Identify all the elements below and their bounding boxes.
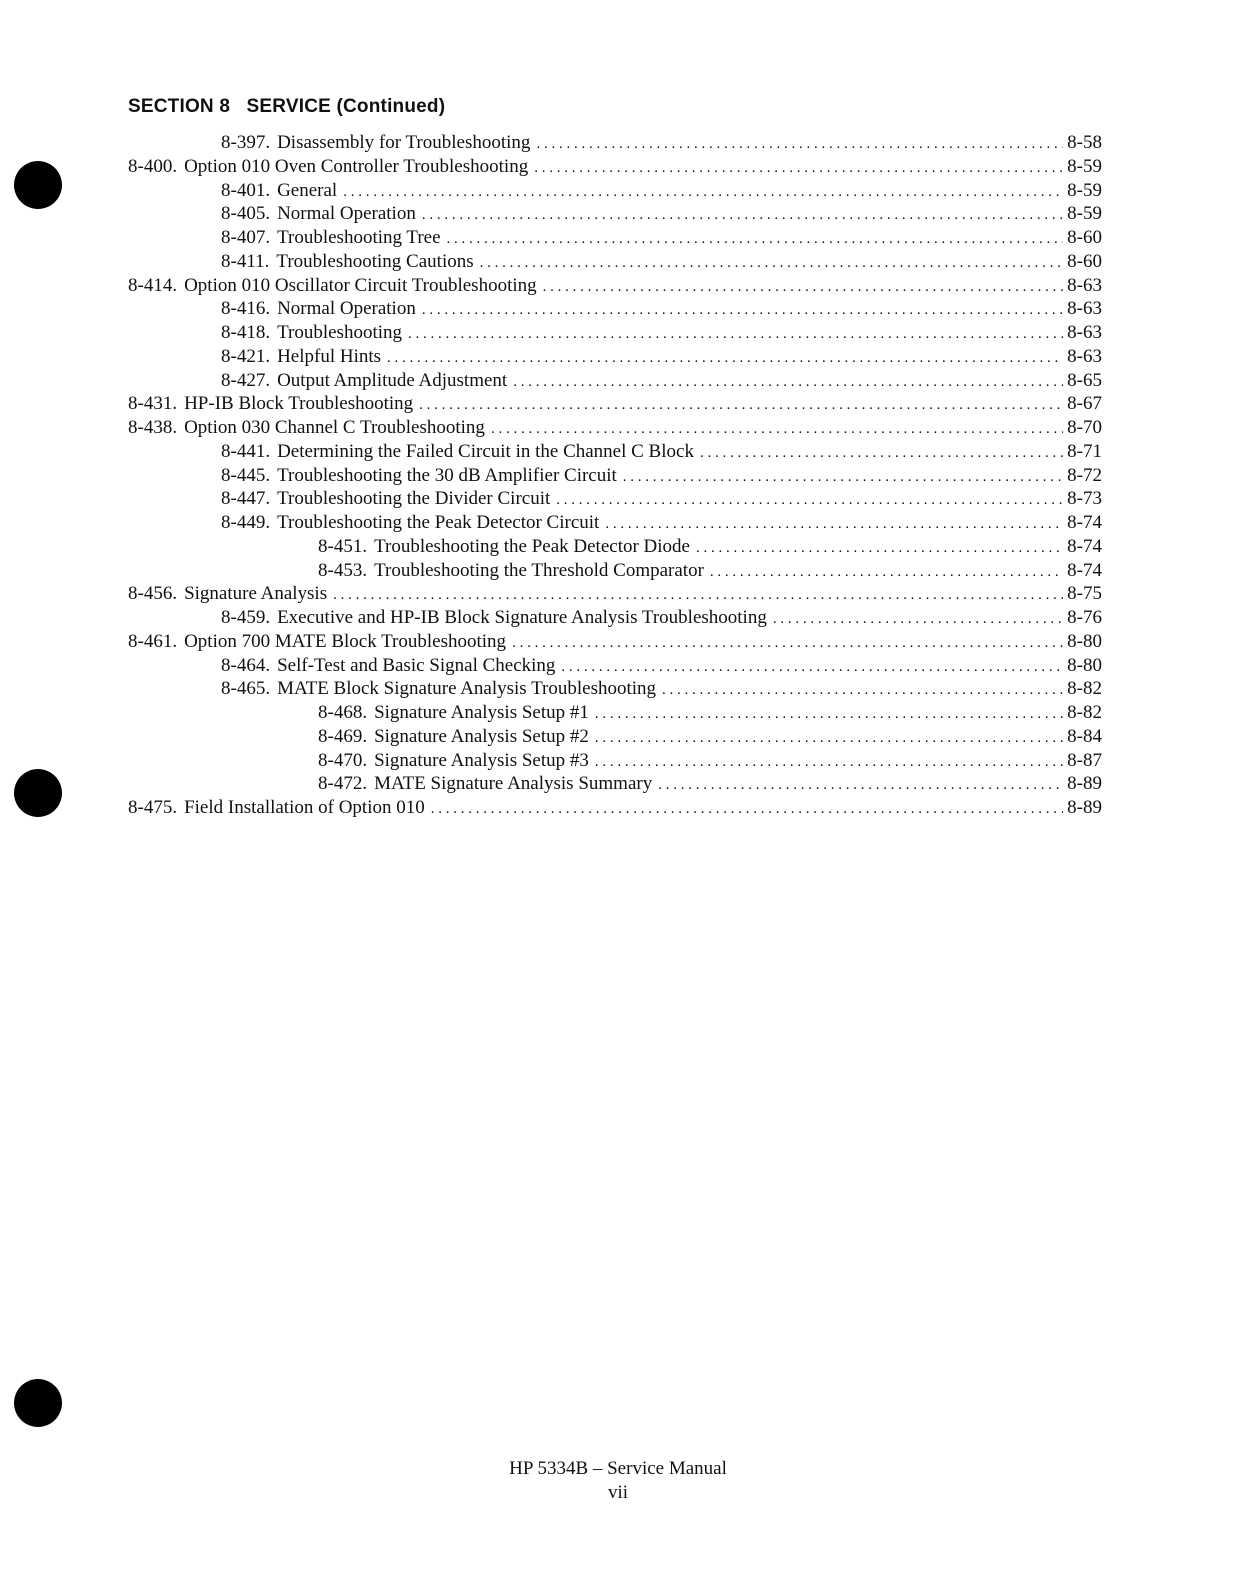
toc-entry-number: 8-468. bbox=[318, 702, 368, 723]
dot-leader bbox=[491, 421, 1063, 438]
toc-entry-page: 8-65 bbox=[1067, 369, 1102, 391]
toc-entry[interactable] bbox=[0, 132, 1236, 156]
toc-entry[interactable] bbox=[0, 773, 1236, 797]
dot-leader bbox=[431, 801, 1063, 818]
toc-entry[interactable] bbox=[0, 251, 1236, 275]
dot-leader bbox=[419, 397, 1063, 414]
toc-entry[interactable] bbox=[0, 180, 1236, 204]
toc-entry-title: Option 010 Oscillator Circuit Troubleshooting bbox=[184, 274, 537, 296]
toc-entry-title: Disassembly for Troubleshooting bbox=[277, 132, 531, 153]
toc-entry-number: 8-469. bbox=[318, 725, 368, 747]
toc-entry-number: 8-459. bbox=[221, 607, 271, 628]
toc-entry-page: 8-87 bbox=[1067, 749, 1102, 771]
toc-entry-page: 8-74 bbox=[1067, 535, 1102, 557]
toc-entry-page: 8-63 bbox=[1067, 322, 1102, 343]
toc-entry-number: 8-461. bbox=[128, 630, 178, 652]
toc-entry-title: MATE Signature Analysis Summary bbox=[374, 773, 653, 795]
toc-entry[interactable] bbox=[0, 631, 1236, 655]
toc-entry[interactable] bbox=[0, 702, 1236, 726]
toc-entry-number: 8-397. bbox=[221, 132, 271, 153]
dot-leader bbox=[658, 777, 1063, 794]
toc-entry-number: 8-470. bbox=[318, 749, 368, 771]
toc-entry-title: Output Amplitude Adjustment bbox=[277, 369, 508, 391]
toc-entry-number: 8-445. bbox=[221, 464, 271, 486]
toc-entry-title: Troubleshooting the Peak Detector Diode bbox=[374, 535, 690, 557]
toc-entry-title: Helpful Hints bbox=[277, 345, 382, 367]
dot-leader bbox=[512, 635, 1063, 652]
toc-entry-page: 8-58 bbox=[1067, 132, 1102, 153]
toc-entry[interactable] bbox=[0, 370, 1236, 394]
toc-entry[interactable] bbox=[0, 203, 1236, 227]
dot-leader bbox=[513, 374, 1063, 391]
toc-entry[interactable] bbox=[0, 726, 1236, 750]
dot-leader bbox=[422, 207, 1063, 224]
toc-entry-page: 8-89 bbox=[1067, 773, 1102, 795]
dot-leader bbox=[387, 350, 1063, 367]
dot-leader bbox=[662, 682, 1063, 699]
dot-leader bbox=[700, 445, 1063, 462]
toc-entry[interactable] bbox=[0, 797, 1236, 821]
toc-entry-page: 8-59 bbox=[1067, 203, 1102, 225]
toc-entry-page: 8-59 bbox=[1067, 155, 1102, 177]
toc-entry-number: 8-421. bbox=[221, 345, 271, 367]
table-of-contents bbox=[0, 132, 1236, 821]
footer-title-text: HP 5334B – Service Manual bbox=[509, 1458, 727, 1479]
toc-entry[interactable] bbox=[0, 655, 1236, 679]
toc-entry-page: 8-80 bbox=[1067, 630, 1102, 652]
toc-entry[interactable] bbox=[0, 560, 1236, 584]
toc-entry-number: 8-405. bbox=[221, 203, 271, 225]
dot-leader bbox=[536, 136, 1063, 153]
toc-entry-number: 8-407. bbox=[221, 227, 271, 248]
punch-hole-bottom bbox=[14, 1379, 62, 1427]
toc-entry-title: Self-Test and Basic Signal Checking bbox=[277, 654, 556, 676]
toc-entry[interactable] bbox=[0, 583, 1236, 607]
toc-entry-title: Signature Analysis bbox=[184, 583, 328, 605]
dot-leader bbox=[543, 279, 1064, 296]
toc-entry[interactable] bbox=[0, 750, 1236, 774]
toc-entry-number: 8-447. bbox=[221, 488, 271, 510]
toc-entry-number: 8-449. bbox=[221, 512, 271, 533]
toc-entry-page: 8-74 bbox=[1067, 559, 1102, 581]
toc-entry-number: 8-464. bbox=[221, 654, 271, 676]
toc-entry-page: 8-80 bbox=[1067, 654, 1102, 676]
toc-entry-title: MATE Block Signature Analysis Troubleshooting bbox=[277, 678, 657, 700]
toc-entry-number: 8-475. bbox=[128, 797, 178, 818]
toc-entry[interactable] bbox=[0, 346, 1236, 370]
toc-entry-page: 8-60 bbox=[1067, 227, 1102, 248]
toc-entry-title: Signature Analysis Setup #1 bbox=[374, 702, 589, 723]
toc-entry[interactable] bbox=[0, 441, 1236, 465]
toc-entry-page: 8-59 bbox=[1067, 179, 1102, 201]
toc-entry-number: 8-431. bbox=[128, 393, 178, 415]
toc-entry-title: Signature Analysis Setup #2 bbox=[374, 725, 589, 747]
toc-entry-number: 8-453. bbox=[318, 559, 368, 581]
toc-entry-number: 8-414. bbox=[128, 274, 178, 296]
toc-entry[interactable] bbox=[0, 488, 1236, 512]
toc-entry-title: Executive and HP-IB Block Signature Analysis Troubleshooting bbox=[277, 607, 767, 628]
dot-leader bbox=[595, 754, 1063, 771]
toc-entry-page: 8-70 bbox=[1067, 417, 1102, 438]
toc-entry[interactable] bbox=[0, 417, 1236, 441]
toc-entry-title: Option 700 MATE Block Troubleshooting bbox=[184, 630, 507, 652]
toc-entry[interactable] bbox=[0, 393, 1236, 417]
toc-entry-title: Signature Analysis Setup #3 bbox=[374, 749, 589, 771]
toc-entry-page: 8-60 bbox=[1067, 250, 1102, 272]
toc-entry-page: 8-73 bbox=[1067, 488, 1102, 510]
toc-entry-title: General bbox=[277, 179, 338, 201]
toc-entry-title: Troubleshooting the Threshold Comparator bbox=[374, 559, 704, 581]
toc-entry-page: 8-67 bbox=[1067, 393, 1102, 415]
toc-entry-number: 8-465. bbox=[221, 678, 271, 700]
dot-leader bbox=[605, 516, 1063, 533]
toc-entry-page: 8-72 bbox=[1067, 464, 1102, 486]
toc-entry[interactable] bbox=[0, 322, 1236, 346]
toc-entry-title: Option 010 Oven Controller Troubleshooting bbox=[184, 155, 529, 177]
toc-entry-title: Troubleshooting Cautions bbox=[276, 250, 474, 272]
toc-entry-page: 8-76 bbox=[1067, 607, 1102, 628]
toc-entry-title: Troubleshooting the 30 dB Amplifier Circuit bbox=[277, 464, 617, 486]
toc-entry-title: Normal Operation bbox=[277, 298, 416, 320]
toc-entry-page: 8-74 bbox=[1067, 512, 1102, 533]
toc-entry-number: 8-427. bbox=[221, 369, 271, 391]
toc-entry-number: 8-472. bbox=[318, 773, 368, 795]
dot-leader bbox=[595, 730, 1063, 747]
toc-entry-title: Normal Operation bbox=[277, 203, 416, 225]
toc-entry-number: 8-401. bbox=[221, 179, 271, 201]
dot-leader bbox=[534, 160, 1063, 177]
toc-entry-page: 8-82 bbox=[1067, 702, 1102, 723]
toc-entry-number: 8-441. bbox=[221, 440, 271, 462]
toc-entry-title: Troubleshooting Tree bbox=[277, 227, 441, 248]
toc-entry-page: 8-82 bbox=[1067, 678, 1102, 700]
toc-entry-title: Option 030 Channel C Troubleshooting bbox=[184, 417, 485, 438]
dot-leader bbox=[710, 564, 1063, 581]
toc-entry[interactable] bbox=[0, 536, 1236, 560]
toc-entry-number: 8-451. bbox=[318, 535, 368, 557]
footer-page-number bbox=[0, 1482, 1236, 1504]
dot-leader bbox=[447, 231, 1064, 248]
toc-entry-number: 8-416. bbox=[221, 298, 271, 320]
toc-entry[interactable] bbox=[0, 275, 1236, 299]
toc-entry-number: 8-438. bbox=[128, 417, 178, 438]
dot-leader bbox=[623, 469, 1063, 486]
toc-entry[interactable] bbox=[0, 227, 1236, 251]
toc-entry-page: 8-63 bbox=[1067, 345, 1102, 367]
toc-entry[interactable] bbox=[0, 298, 1236, 322]
toc-entry-number: 8-418. bbox=[221, 322, 271, 343]
toc-entry-page: 8-89 bbox=[1067, 797, 1102, 818]
toc-entry-title: Determining the Failed Circuit in the Channel C Block bbox=[277, 440, 694, 462]
toc-entry-title: HP-IB Block Troubleshooting bbox=[184, 393, 414, 415]
toc-entry-page: 8-84 bbox=[1067, 725, 1102, 747]
toc-entry[interactable] bbox=[0, 465, 1236, 489]
toc-entry[interactable] bbox=[0, 512, 1236, 536]
dot-leader bbox=[422, 302, 1063, 319]
toc-entry-number: 8-400. bbox=[128, 155, 178, 177]
toc-entry[interactable] bbox=[0, 156, 1236, 180]
toc-entry-title: Field Installation of Option 010 bbox=[184, 797, 425, 818]
toc-entry-page: 8-75 bbox=[1067, 583, 1102, 605]
toc-entry[interactable] bbox=[0, 607, 1236, 631]
dot-leader bbox=[480, 255, 1064, 272]
dot-leader bbox=[343, 184, 1063, 201]
toc-entry[interactable] bbox=[0, 678, 1236, 702]
toc-entry-number: 8-411. bbox=[221, 250, 270, 272]
toc-entry-page: 8-71 bbox=[1067, 440, 1102, 462]
dot-leader bbox=[408, 326, 1063, 343]
dot-leader bbox=[773, 611, 1063, 628]
toc-entry-page: 8-63 bbox=[1067, 298, 1102, 320]
footer-title bbox=[0, 1458, 1236, 1480]
toc-entry-title: Troubleshooting the Peak Detector Circuit bbox=[277, 512, 600, 533]
dot-leader bbox=[696, 540, 1063, 557]
dot-leader bbox=[333, 587, 1063, 604]
dot-leader bbox=[561, 659, 1063, 676]
toc-entry-page: 8-63 bbox=[1067, 274, 1102, 296]
dot-leader bbox=[595, 706, 1063, 723]
toc-entry-title: Troubleshooting bbox=[277, 322, 403, 343]
section-heading: SECTION 8 SERVICE (Continued) bbox=[128, 96, 446, 117]
toc-entry-title: Troubleshooting the Divider Circuit bbox=[277, 488, 551, 510]
footer-page-text: vii bbox=[607, 1482, 629, 1503]
toc-entry-number: 8-456. bbox=[128, 583, 178, 605]
dot-leader bbox=[556, 492, 1063, 509]
